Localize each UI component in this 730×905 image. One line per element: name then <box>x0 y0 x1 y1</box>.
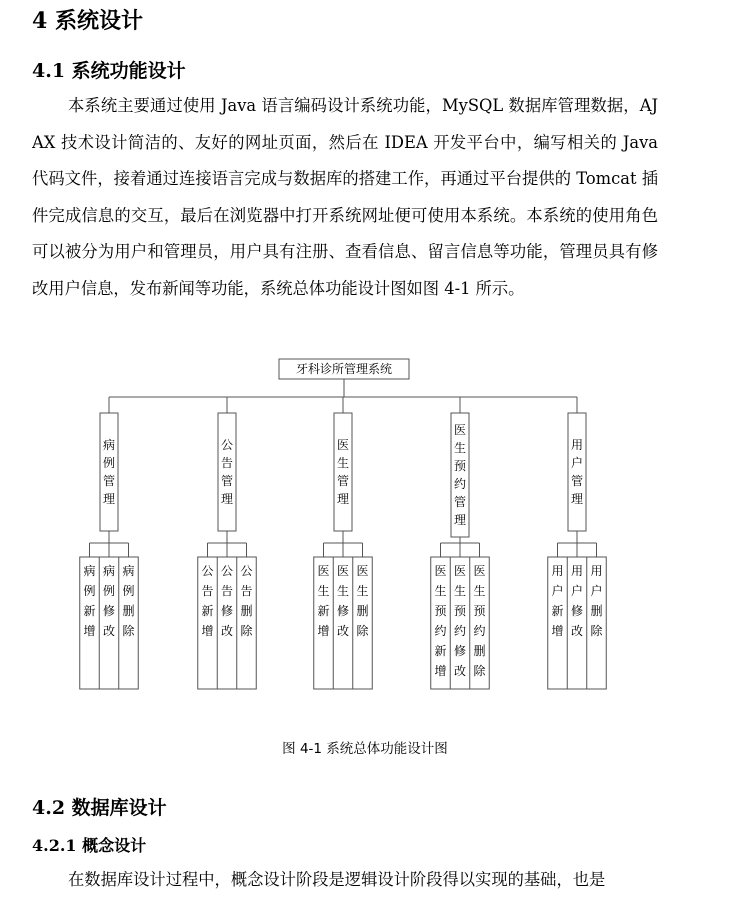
child-label-char: 生 <box>317 584 330 598</box>
module-box <box>218 413 236 531</box>
module-label-char: 医 <box>453 423 467 437</box>
child-label-char: 预 <box>473 604 486 618</box>
child-label-char: 增 <box>201 624 214 638</box>
module-label-char: 告 <box>220 456 234 470</box>
child-label-char: 医 <box>317 564 330 578</box>
child-label-char: 医 <box>434 564 447 578</box>
child-label-char: 改 <box>102 624 116 638</box>
child-label-char: 户 <box>570 584 584 598</box>
subsubsection-heading-concept: 4.2.1 概念设计 <box>32 836 147 855</box>
module-label-char: 户 <box>570 456 584 470</box>
module-label-char: 医 <box>336 438 350 452</box>
module-label-char: 理 <box>570 492 584 506</box>
child-label-char: 修 <box>570 604 584 618</box>
child-label-char: 生 <box>336 584 350 598</box>
module-label-char: 例 <box>102 456 116 470</box>
child-label-char: 新 <box>551 604 564 618</box>
figure-caption: 图 4-1 系统总体功能设计图 <box>282 741 448 757</box>
subsection-heading-system-function: 4.1 系统功能设计 <box>32 60 186 82</box>
child-label-char: 生 <box>434 584 447 598</box>
child-label-char: 修 <box>453 644 467 658</box>
child-label-char: 例 <box>102 584 116 598</box>
child-label-char: 告 <box>240 584 253 598</box>
child-label-char: 删 <box>240 604 253 618</box>
child-label-char: 公 <box>240 564 253 578</box>
child-label-char: 增 <box>83 624 96 638</box>
child-label-char: 预 <box>434 604 447 618</box>
function-structure-diagram <box>0 355 730 695</box>
child-label-char: 除 <box>590 624 603 638</box>
child-label-char: 例 <box>83 584 96 598</box>
module-label-char: 管 <box>336 474 350 488</box>
module-label-char: 理 <box>102 492 116 506</box>
child-label-char: 增 <box>317 624 330 638</box>
child-label-char: 病 <box>102 564 116 578</box>
child-label-char: 除 <box>122 624 135 638</box>
child-label-char: 增 <box>551 624 564 638</box>
child-label-char: 改 <box>220 624 234 638</box>
child-label-char: 约 <box>434 624 447 638</box>
child-label-char: 医 <box>453 564 467 578</box>
body-paragraph: 本系统主要通过使用 Java 语言编码设计系统功能，MySQL 数据库管理数据，AJAX 技术设计简洁的、友好的网址页面，然后在 IDEA 开发平台中，编写相关的 Java 代码文件，接着通过连接语言完成与数据库的搭建工作，再通过平台提供的 Tomcat 插件完成信息的交互，最后在浏览器中打开系统网址便可使用本系统。本系统的使用角色可以被分为用户和管理员，用户具有注册、查看信息、留言信息等功能，管理员具有修改用户信息，发布新闻等功能，系统总体功能设计图如图 4-1 所示。 <box>32 96 658 298</box>
child-label-char: 修 <box>102 604 116 618</box>
child-label-char: 除 <box>473 664 486 678</box>
child-label-char: 用 <box>570 564 584 578</box>
module-label-char: 管 <box>570 474 584 488</box>
child-label-char: 户 <box>551 584 564 598</box>
child-label-char: 生 <box>473 584 486 598</box>
module-label-char: 病 <box>102 438 116 452</box>
root-label: 牙科诊所管理系统 <box>295 362 393 376</box>
child-label-char: 增 <box>434 664 447 678</box>
child-label-char: 医 <box>356 564 369 578</box>
module-label-char: 管 <box>453 495 467 509</box>
module-label-char: 管 <box>102 474 116 488</box>
module-label-char: 用 <box>570 438 584 452</box>
child-label-char: 例 <box>122 584 135 598</box>
child-label-char: 生 <box>356 584 369 598</box>
child-label-char: 修 <box>220 604 234 618</box>
child-label-char: 医 <box>336 564 350 578</box>
child-label-char: 告 <box>220 584 234 598</box>
child-label-char: 新 <box>317 604 330 618</box>
module-label-char: 公 <box>220 438 234 452</box>
module-box <box>100 413 118 531</box>
child-label-char: 用 <box>590 564 603 578</box>
child-label-char: 新 <box>201 604 214 618</box>
child-label-char: 新 <box>83 604 96 618</box>
child-label-char: 告 <box>201 584 214 598</box>
child-label-char: 病 <box>83 564 96 578</box>
child-label-char: 删 <box>473 644 486 658</box>
module-label-char: 理 <box>336 492 350 506</box>
child-label-char: 改 <box>570 624 584 638</box>
child-label-char: 户 <box>590 584 603 598</box>
child-label-char: 公 <box>201 564 214 578</box>
child-label-char: 约 <box>473 624 486 638</box>
child-label-char: 删 <box>122 604 135 618</box>
section-heading: 4 系统设计 <box>32 8 143 34</box>
child-label-char: 约 <box>453 624 467 638</box>
module-label-char: 生 <box>453 441 467 455</box>
child-label-char: 删 <box>356 604 369 618</box>
child-label-char: 用 <box>551 564 564 578</box>
module-label-char: 预 <box>453 459 467 473</box>
child-label-char: 病 <box>122 564 135 578</box>
module-label-char: 生 <box>336 456 350 470</box>
child-label-char: 除 <box>356 624 369 638</box>
subsection-heading-database: 4.2 数据库设计 <box>32 797 167 819</box>
module-label-char: 理 <box>453 513 467 527</box>
module-box <box>568 413 586 531</box>
body-paragraph-concept: 在数据库设计过程中，概念设计阶段是逻辑设计阶段得以实现的基础，也是 <box>68 870 606 889</box>
module-label-char: 理 <box>220 492 234 506</box>
child-label-char: 除 <box>240 624 253 638</box>
child-label-char: 医 <box>473 564 486 578</box>
child-label-char: 删 <box>590 604 603 618</box>
child-label-char: 修 <box>336 604 350 618</box>
child-label-char: 新 <box>434 644 447 658</box>
child-label-char: 公 <box>220 564 234 578</box>
module-label-char: 管 <box>220 474 234 488</box>
child-label-char: 改 <box>453 664 467 678</box>
module-box <box>334 413 352 531</box>
module-label-char: 约 <box>453 477 467 491</box>
child-label-char: 预 <box>453 604 467 618</box>
child-label-char: 生 <box>453 584 467 598</box>
child-label-char: 改 <box>336 624 350 638</box>
